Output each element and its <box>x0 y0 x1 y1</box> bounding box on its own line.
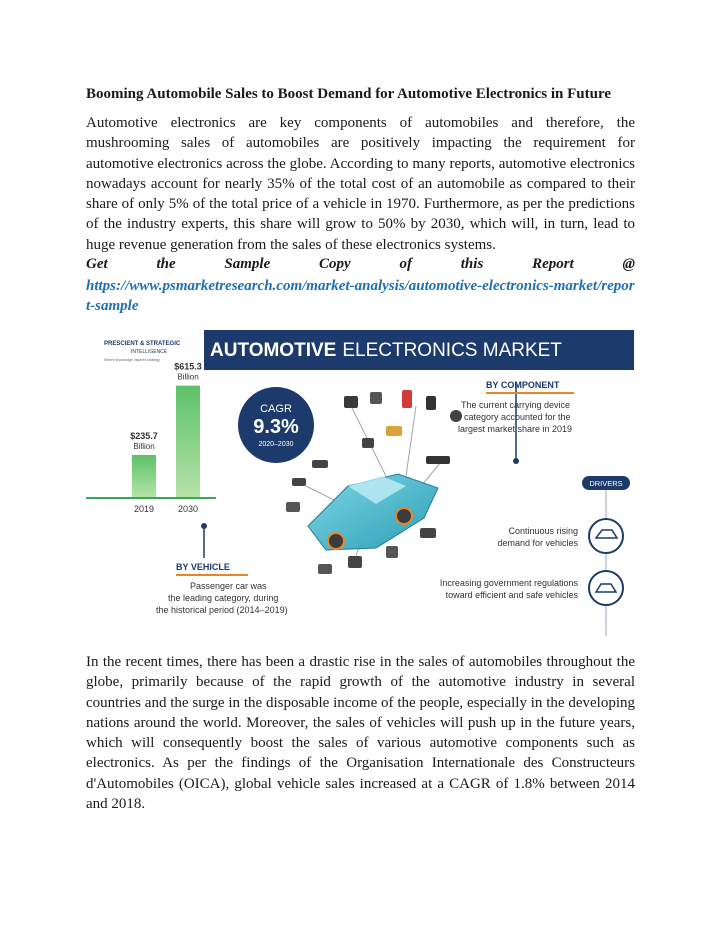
by-vehicle-label: BY VEHICLE <box>176 562 230 572</box>
switch-icon <box>292 478 306 486</box>
battery-icon <box>344 396 358 408</box>
seat-icon <box>402 390 412 408</box>
module-icon <box>450 410 462 422</box>
title-rest: ELECTRONICS MARKET <box>342 340 562 361</box>
section-heading: Booming Automobile Sales to Boost Demand for Automotive Electronics in Future <box>86 86 611 102</box>
by-component-label: BY COMPONENT <box>486 380 560 390</box>
sample-word: Report <box>532 256 574 272</box>
vehicle-text-line: the historical period (2014–2019) <box>156 605 288 615</box>
bar-value-label: $235.7 <box>130 430 158 441</box>
paragraph-sales: In the recent times, there has been a drastic rise in the sales of automobiles throughout the globe, primarily because of the rapid growth of the automotive industry in several countries and the surge in the disposable income of the people, especially in the developing nations around the world. Moreover, the sales of vehicles will push up in the future years, which will consequently boost the sales of various automotive components such as electronics. As per the findings of the Organisation Internationale des Constructeurs d'Automobiles (OICA), global vehicle sales increased at a CAGR of 1.8% between 2014 and 2018. <box>86 654 635 813</box>
logo-line1: PRESCIENT & STRATEGIC <box>104 341 181 347</box>
cagr-period: 2020–2030 <box>258 441 294 448</box>
regulation-car-icon <box>589 571 623 605</box>
connector-icon <box>386 426 402 436</box>
bar-2019 <box>132 455 156 498</box>
component-text-line: largest market share in 2019 <box>458 424 573 434</box>
paragraph-intro: Automotive electronics are key components of automobiles and therefore, the mushrooming sales of automobiles are positively impacting the requirement for automotive electronics across the globe. According to many reports, automotive electronics nowadays account for nearly 35% of the total cost of an automobile as compared to their share of only 5% of the total price of a vehicle in 1970. Furthermore, as per the predictions of the industry experts, this share will grow to 50% by 2030, which will, in turn, lead to huge revenue generation from the sales of these electronics systems. <box>86 115 635 253</box>
display-icon <box>420 528 436 538</box>
bar-value-label: Billion <box>133 441 155 451</box>
sample-word: Get <box>86 256 108 272</box>
revenue-bar-chart <box>130 362 202 514</box>
car-wheel <box>328 533 344 549</box>
fuse-icon <box>312 460 328 468</box>
sample-word: this <box>460 256 484 272</box>
bar-value-label: $615.3 <box>174 361 202 372</box>
sample-word: the <box>156 256 176 272</box>
pointer-dot <box>513 458 519 464</box>
by-component-callout <box>458 380 574 464</box>
controller-icon <box>286 502 300 512</box>
driver1-line: Continuous rising <box>508 526 578 536</box>
hand-car-icon <box>589 519 623 553</box>
sample-word: Copy <box>319 256 351 272</box>
infographic-canvas <box>86 326 634 640</box>
sample-word: @ <box>622 256 635 272</box>
by-vehicle-callout <box>156 523 288 615</box>
component-text-line: category accounted for the <box>464 412 571 422</box>
connector-line <box>406 406 416 476</box>
drivers-panel <box>440 476 630 636</box>
driver2-line: toward efficient and safe vehicles <box>445 590 578 600</box>
sensor-icon <box>386 546 398 558</box>
driver1-line: demand for vehicles <box>497 538 578 548</box>
car-wheel <box>396 508 412 524</box>
bar-category-label: 2019 <box>133 504 155 514</box>
wiring-icon <box>318 564 332 574</box>
logo-tagline: Where knowledge inspires strategy <box>104 358 160 362</box>
market-infographic <box>86 326 634 640</box>
seat-icon <box>426 396 436 410</box>
speaker-icon <box>348 556 362 568</box>
report-sample-link[interactable]: https://www.psmarketresearch.com/market-analysis/automotive-electronics-market/report-sample <box>86 278 635 315</box>
sample-word: Sample <box>224 256 271 272</box>
ecu-icon <box>362 438 374 448</box>
drivers-label: DRIVERS <box>589 479 623 488</box>
title-bold: AUTOMOTIVE <box>210 340 337 361</box>
driver2-line: Increasing government regulations <box>439 578 578 588</box>
sample-word: of <box>399 256 412 272</box>
infographic-title <box>210 340 562 361</box>
sensor-icon <box>370 392 382 404</box>
cagr-label: CAGR <box>260 403 292 415</box>
pointer-dot <box>201 523 207 529</box>
bar-value-label: Billion <box>177 372 199 382</box>
vehicle-text-line: Passenger car was <box>190 581 267 591</box>
cagr-value: 9.3% <box>253 416 299 438</box>
cagr-badge <box>238 387 314 463</box>
vehicle-text-line: the leading category, during <box>168 593 279 603</box>
bar-category-label: 2030 <box>177 504 199 514</box>
bar-2030 <box>176 386 200 498</box>
sample-request-line <box>86 256 635 273</box>
logo-line2: INTELLIGENCE <box>131 349 168 355</box>
component-text-line: The current carrying device <box>461 400 571 410</box>
relay-icon <box>426 456 450 464</box>
